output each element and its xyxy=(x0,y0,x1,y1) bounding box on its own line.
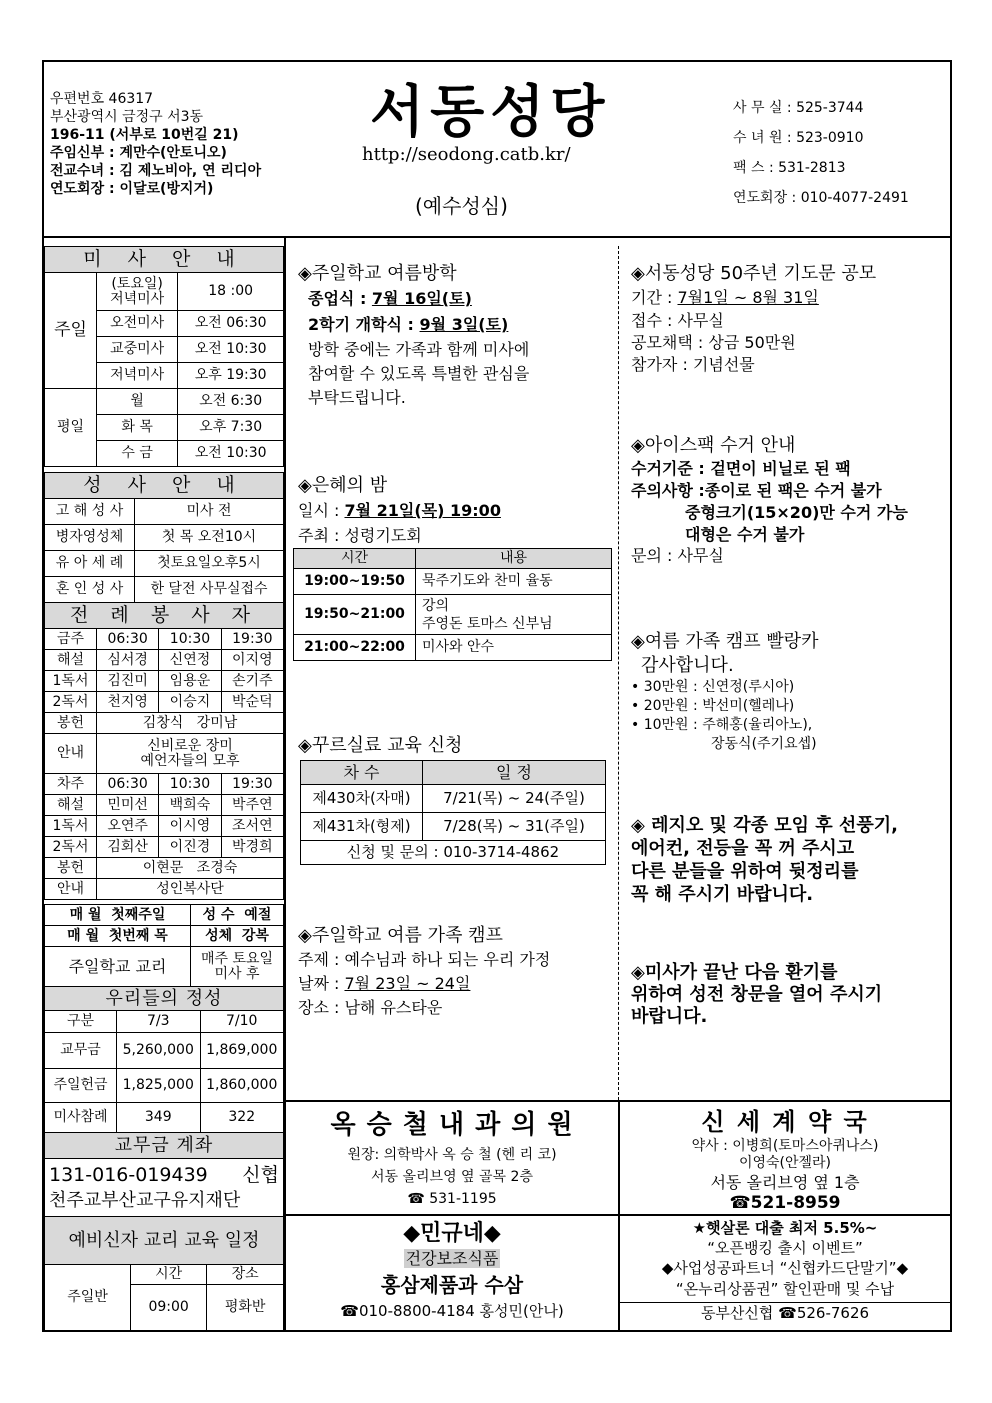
sacrament-row: 혼 인 성 사 xyxy=(45,577,135,603)
catechumen-time: 09:00 xyxy=(131,1285,207,1331)
clinic-name: 옥 승 철 내 과 의 원 xyxy=(330,1110,574,1140)
server-cell: 안내 xyxy=(45,879,97,900)
server-cell: 심서경 xyxy=(97,650,159,671)
icepack-line: 대형은 수거 불가 xyxy=(685,525,805,544)
address-line2: 196-11 (서부로 10번길 21) xyxy=(50,127,239,143)
server-cell: 해설 xyxy=(45,795,97,816)
server-cell: 박경희 xyxy=(221,837,283,858)
notice-label: 종업식 : xyxy=(308,289,372,308)
account-number: 131-016-019439 xyxy=(49,1163,208,1186)
header-info xyxy=(50,90,261,198)
store-name: ◆민규네◆ xyxy=(403,1221,501,1246)
sacrament-row: 고 해 성 사 xyxy=(45,499,135,525)
grace-head: 내용 xyxy=(416,549,612,569)
server-cell: 조서연 xyxy=(221,816,283,837)
notice-heading: ◈서동성당 50주년 기도문 공모 xyxy=(631,263,877,284)
server-cell: 10:30 xyxy=(159,629,221,650)
server-cell: 임용운 xyxy=(159,671,221,692)
servers-table xyxy=(44,602,284,900)
grace-head: 시간 xyxy=(294,549,416,569)
cursillo-contact: 신청 및 문의 : 010-3714-4862 xyxy=(301,841,606,865)
notice-heading: ◈주일학교 여름 가족 캠프 xyxy=(298,925,503,946)
offering-cell: 322 xyxy=(200,1103,284,1133)
website-link[interactable]: http://seodong.catb.kr/ xyxy=(362,144,571,165)
offering-cell: 주일헌금 xyxy=(45,1069,117,1103)
sacrament-row: 유 아 세 례 xyxy=(45,551,135,577)
notice-heading: ◈은혜의 밤 xyxy=(298,475,388,496)
notice-body: 접수 : 사무실 공모채택 : 상금 50만원 참가자 : 기념선물 xyxy=(631,311,796,374)
morning-mass-time: 오전 06:30 xyxy=(178,311,284,337)
catechumen-class: 주일반 xyxy=(45,1265,131,1331)
palanca-item: 10만원 : 주해홍(율리아노), xyxy=(643,717,813,733)
notice-label: 일시 : xyxy=(298,501,345,520)
notice-date: 7월 23일 ~ 24일 xyxy=(344,974,471,993)
cu-event: “오픈뱅킹 출시 이벤트” xyxy=(707,1239,863,1257)
sunday-label: 주일 xyxy=(45,273,97,389)
notice-cursillo xyxy=(298,734,608,758)
weekday-tue-thu-time: 오후 7:30 xyxy=(178,415,284,441)
offering-col: 구분 xyxy=(45,1011,117,1033)
sacrament-value: 첫 목 오전10시 xyxy=(135,525,284,551)
server-cell: 안내 xyxy=(45,734,97,774)
server-cell: 2독서 xyxy=(45,692,97,713)
notice-date: 7월1일 ~ 8월 31일 xyxy=(677,288,819,307)
server-cell: 봉헌 xyxy=(45,858,97,879)
notice-grace-night xyxy=(298,474,616,548)
notice-ventilation: ◈미사가 끝난 다음 환기를 위하여 성전 창문을 열어 주시기 바랍니다. xyxy=(631,962,883,1027)
ad-pharmacy xyxy=(620,1106,950,1212)
offering-cell: 미사참례 xyxy=(45,1103,117,1133)
camp-place: 장소 : 남해 유스타운 xyxy=(298,998,443,1017)
offering-cell: 1,869,000 xyxy=(200,1033,284,1069)
palanca-item: 30만원 : 신연정(루시아) xyxy=(643,679,795,695)
cursillo-head: 일 정 xyxy=(423,761,606,785)
notice-label: 기간 : xyxy=(631,288,678,307)
icepack-line: 문의 : 사무실 xyxy=(631,546,724,565)
sisters: 전교수녀 : 김 제노비아, 연 리디아 xyxy=(50,163,262,179)
server-cell: 1독서 xyxy=(45,816,97,837)
ad-credit-union xyxy=(620,1218,950,1323)
catechumen-table xyxy=(44,1216,284,1331)
mass-table xyxy=(44,246,284,467)
monthly-label: 매 월 첫째주일 xyxy=(45,905,191,926)
main-mass: 교중미사 xyxy=(97,337,178,363)
server-cell: 이승지 xyxy=(159,692,221,713)
server-cell: 김회산 xyxy=(97,837,159,858)
sacrament-title: 성 사 안 내 xyxy=(45,473,284,499)
sat-evening-time: 18 :00 xyxy=(178,273,284,311)
monthly-table xyxy=(44,904,284,987)
notice-heading: ◈아이스팩 수거 안내 xyxy=(631,435,796,456)
weekday-mon-time: 오전 6:30 xyxy=(178,389,284,415)
server-cell: 10:30 xyxy=(159,774,221,795)
icepack-line: 중형크기(15×20)만 수거 가능 xyxy=(685,503,908,522)
pharmacy-owner-2: 이영숙(안젤라) xyxy=(738,1155,832,1171)
grace-time: 21:00~22:00 xyxy=(294,635,416,661)
notice-cleanup: ◈ 레지오 및 각종 모임 후 선풍기, 에어컨, 전등을 꼭 꺼 주시고 다른 분들을 위하여 뒷정리를 꼭 해 주시기 바랍니다. xyxy=(631,815,898,905)
notice-heading: ◈여름 가족 캠프 빨랑카 xyxy=(631,631,819,652)
offering-col: 7/3 xyxy=(117,1011,201,1033)
clinic-director: 원장: 의학박사 옥 승 철 (헨 리 코) xyxy=(347,1147,557,1163)
cu-name: 동부산신협 ☎526-7626 xyxy=(620,1302,950,1323)
postal-code: 우편번호 46317 xyxy=(50,91,154,107)
notice-heading: ◈주일학교 여름방학 xyxy=(298,263,457,284)
camp-theme: 주제 : 예수님과 하나 되는 우리 가정 xyxy=(298,950,551,969)
weekday-label: 평일 xyxy=(45,389,97,467)
president: 연도회장 : 이달로(방지거) xyxy=(50,181,214,197)
monthly-value: 성체 강복 xyxy=(191,926,284,947)
cursillo-date: 7/28(목) ~ 31(주일) xyxy=(423,813,606,841)
server-cell: 오연주 xyxy=(97,816,159,837)
grace-content: 묵주기도와 찬미 율동 xyxy=(416,569,612,595)
icepack-line: 수거기준 : 겉면이 비닐로 된 팩 xyxy=(631,459,851,478)
notice-palanca: ◈여름 가족 캠프 빨랑카 감사합니다. • 30만원 : 신연정(루시아) • 20만원 : 박선미(헬레나) • 10만원 : 주해홍(율리아노), 장동식(주기요셉) xyxy=(631,630,947,754)
server-cell: 천지영 xyxy=(97,692,159,713)
evening-mass: 저녁미사 xyxy=(97,363,178,389)
notice-family-camp xyxy=(298,924,614,1020)
address-line1: 부산광역시 금정구 서3동 xyxy=(50,109,204,125)
evening-mass-time: 오후 19:30 xyxy=(178,363,284,389)
notice-heading-2: 감사합니다. xyxy=(641,655,734,676)
offering-cell: 349 xyxy=(117,1103,201,1133)
notice-label: 날짜 : xyxy=(298,974,345,993)
store-product: 홍삼제품과 수삼 xyxy=(380,1273,524,1297)
pharmacy-name: 신 세 계 약 국 xyxy=(701,1108,869,1136)
ad-clinic xyxy=(286,1106,618,1210)
cursillo-round: 제430차(자매) xyxy=(301,785,423,813)
server-cell: 이현문 조경숙 xyxy=(97,858,284,879)
notice-heading: ◈꾸르실료 교육 신청 xyxy=(298,735,463,756)
offering-col: 7/10 xyxy=(200,1011,284,1033)
palanca-item: 장동식(주기요셉) xyxy=(711,736,817,752)
offering-cell: 1,860,000 xyxy=(200,1069,284,1103)
server-cell: 신연정 xyxy=(159,650,221,671)
pharmacy-owner: 약사 : 이병희(토마스아퀴나스) xyxy=(691,1138,879,1154)
page-title: 서동성당 xyxy=(370,80,611,145)
pharmacy-address: 서동 올리브영 옆 1층 xyxy=(710,1173,860,1192)
contact-info xyxy=(733,93,909,213)
catechumen-time-head: 시간 xyxy=(131,1265,207,1285)
monthly-label: 매 월 첫번째 목 xyxy=(45,926,191,947)
president-phone: 연도회장 : 010-4077-2491 xyxy=(733,190,909,206)
monthly-value: 성 수 예절 xyxy=(191,905,284,926)
sunday-school-value: 매주 토요일 미사 후 xyxy=(191,947,284,987)
mid-divider xyxy=(618,246,619,1100)
server-cell: 19:30 xyxy=(221,629,283,650)
server-cell: 해설 xyxy=(45,650,97,671)
server-cell: 봉헌 xyxy=(45,713,97,734)
convent-phone: 수 녀 원 : 523-0910 xyxy=(733,130,864,146)
server-cell: 금주 xyxy=(45,629,97,650)
server-cell: 이지영 xyxy=(221,650,283,671)
server-cell: 1독서 xyxy=(45,671,97,692)
store-phone: ☎010-8800-4184 홍성민(안나) xyxy=(340,1302,564,1320)
offering-title: 우리들의 정성 xyxy=(45,987,284,1011)
notice-icepack xyxy=(631,434,947,566)
cu-voucher: “온누리상품권” 할인판매 및 수납 xyxy=(675,1280,895,1298)
sacrament-row: 병자영성체 xyxy=(45,525,135,551)
cu-card: ◆사업성공파트너 “신협카드단말기”◆ xyxy=(661,1259,909,1277)
weekday-tue-thu: 화 목 xyxy=(97,415,178,441)
fax: 팩 스 : 531-2813 xyxy=(733,160,846,176)
offering-cell: 교무금 xyxy=(45,1033,117,1069)
grace-content: 강의 주영돈 토마스 신부님 xyxy=(416,595,612,635)
notice-body: 방학 중에는 가족과 함께 미사에 참여할 수 있도록 특별한 관심을 부탁드립니다. xyxy=(308,340,530,407)
clinic-address: 서동 올리브영 옆 골목 2층 xyxy=(371,1169,533,1185)
notice-host: 주최 : 성령기도회 xyxy=(298,526,422,545)
account-title: 교무금 계좌 xyxy=(45,1133,284,1159)
icepack-line: 주의사항 :종이로 된 팩은 수거 불가 xyxy=(631,481,882,500)
notice-summer-break xyxy=(298,262,608,410)
subtitle: (예수성심) xyxy=(415,194,508,218)
server-cell: 이진경 xyxy=(159,837,221,858)
notice-date: 7월 21일(목) 19:00 xyxy=(344,501,501,520)
sacrament-value: 미사 전 xyxy=(135,499,284,525)
sacrament-value: 첫토요일오후5시 xyxy=(135,551,284,577)
server-cell: 이시영 xyxy=(159,816,221,837)
catechumen-place-head: 장소 xyxy=(207,1265,284,1285)
notice-date: 9월 3일(토) xyxy=(419,315,509,334)
sat-evening: (토요일) 저녁미사 xyxy=(97,273,178,311)
server-cell: 백희숙 xyxy=(159,795,221,816)
ad-health-store xyxy=(286,1220,618,1322)
servers-title: 전 례 봉 사 자 xyxy=(45,603,284,629)
server-cell: 박주연 xyxy=(221,795,283,816)
server-cell: 박순덕 xyxy=(221,692,283,713)
header-divider xyxy=(42,236,952,238)
notice-date: 7월 16일(토) xyxy=(371,289,472,308)
weekday-wed-fri: 수 금 xyxy=(97,441,178,467)
pastor: 주임신부 : 계만수(안토니오) xyxy=(50,145,227,161)
cu-loan: ★햇살론 대출 최저 5.5%~ xyxy=(692,1219,878,1237)
clinic-phone: ☎ 531-1195 xyxy=(407,1191,497,1207)
grace-night-table xyxy=(293,548,612,661)
offering-table xyxy=(44,986,284,1133)
account-name: 천주교부산교구유지재단 xyxy=(49,1189,241,1211)
server-cell: 06:30 xyxy=(97,629,159,650)
weekday-wed-fri-time: 오전 10:30 xyxy=(178,441,284,467)
morning-mass: 오전미사 xyxy=(97,311,178,337)
office-phone: 사 무 실 : 525-3744 xyxy=(733,100,864,116)
cursillo-round: 제431차(형제) xyxy=(301,813,423,841)
account-table xyxy=(44,1132,284,1217)
sunday-school-label: 주일학교 교리 xyxy=(45,947,191,987)
server-cell: 성인복사단 xyxy=(97,879,284,900)
store-tag: 건강보조식품 xyxy=(405,1249,499,1268)
cursillo-table xyxy=(300,760,606,865)
catechumen-title: 예비신자 교리 교육 일정 xyxy=(45,1217,284,1265)
sacrament-value: 한 달전 사무실접수 xyxy=(135,577,284,603)
cursillo-date: 7/21(목) ~ 24(주일) xyxy=(423,785,606,813)
server-cell: 손기주 xyxy=(221,671,283,692)
server-cell: 김창식 강미남 xyxy=(97,713,284,734)
notice-prayer-contest xyxy=(631,262,947,376)
server-cell: 2독서 xyxy=(45,837,97,858)
server-cell: 06:30 xyxy=(97,774,159,795)
sacrament-table xyxy=(44,472,284,603)
cursillo-head: 차 수 xyxy=(301,761,423,785)
grace-time: 19:50~21:00 xyxy=(294,595,416,635)
server-cell: 19:30 xyxy=(221,774,283,795)
mass-title: 미 사 안 내 xyxy=(45,247,284,273)
server-cell: 신비로운 장미 예언자들의 모후 xyxy=(97,734,284,774)
catechumen-place: 평화반 xyxy=(207,1285,284,1331)
server-cell: 김진미 xyxy=(97,671,159,692)
weekday-mon: 월 xyxy=(97,389,178,415)
palanca-item: 20만원 : 박선미(헬레나) xyxy=(643,698,795,714)
account-bank: 신협 xyxy=(242,1163,279,1186)
offering-cell: 1,825,000 xyxy=(117,1069,201,1103)
pharmacy-phone: ☎521-8959 xyxy=(729,1193,841,1213)
offering-cell: 5,260,000 xyxy=(117,1033,201,1069)
server-cell: 민미선 xyxy=(97,795,159,816)
grace-content: 미사와 안수 xyxy=(416,635,612,661)
grace-time: 19:00~19:50 xyxy=(294,569,416,595)
server-cell: 차주 xyxy=(45,774,97,795)
main-mass-time: 오전 10:30 xyxy=(178,337,284,363)
notice-label: 2학기 개학식 : xyxy=(308,315,420,334)
